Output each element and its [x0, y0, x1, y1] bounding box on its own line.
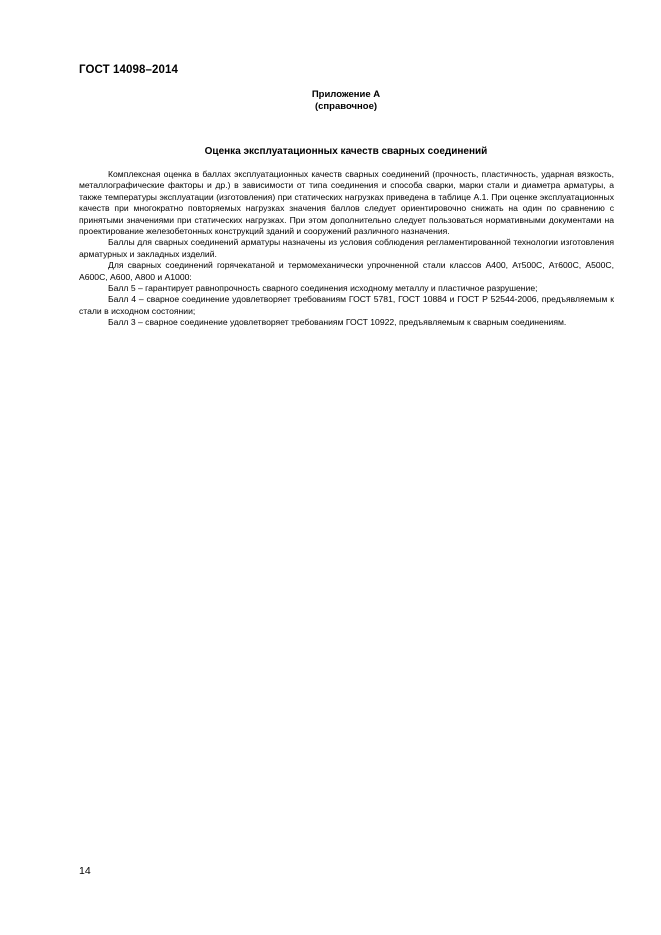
appendix-subtitle: (справочное) — [314, 101, 378, 112]
document-code-header: ГОСТ 14098–2014 — [79, 64, 179, 76]
section-title: Оценка эксплуатационных качеств сварных соединений — [204, 146, 488, 157]
paragraph-intro: Комплексная оценка в баллах эксплуатационных качеств сварных соединений (прочность, пластичность, ударная вязкость, металлографические факторы и др.) в зависимости от типа соединения и способа сварки, марки стали и диаметра арматуры, а также температуры эксплуатации (изготовления) при статических нагрузках приведена в таблице А.1. При оценке эксплуатационных качеств при многократно повторяемых нагрузках значения баллов следует ориентировочно снижать на один по сравнению с принятыми значениями при статических нагрузках. При этом дополнительно следует пользоваться нормативными документами на проектирование железобетонных конструкций зданий и сооружений различного назначения. — [79, 169, 614, 237]
paragraph-steel-classes: Для сварных соединений горячекатаной и термомеханически упрочненной стали классов А400, Ат500С, Ат600С, А500С, А600С, А600, А800 и А1000: — [79, 260, 614, 282]
paragraph-score-3: Балл 3 – сварное соединение удовлетворяет требованиям ГОСТ 10922, предъявляемым к сварным соединениям. — [108, 317, 567, 328]
paragraph-scores-basis: Баллы для сварных соединений арматуры назначены из условия соблюдения регламентированной технологии изготовления арматурных и закладных изделий. — [79, 237, 614, 259]
appendix-title: Приложение А — [311, 89, 381, 100]
appendix-heading — [300, 89, 392, 113]
page-number: 14 — [79, 865, 91, 877]
paragraph-score-5: Балл 5 – гарантирует равнопрочность сварного соединения исходному металлу и пластичное разрушение; — [108, 283, 538, 294]
body-text — [79, 169, 614, 329]
paragraph-score-4: Балл 4 – сварное соединение удовлетворяет требованиям ГОСТ 5781, ГОСТ 10884 и ГОСТ Р 52544-2006, предъявляемым к стали в исходном состоянии; — [79, 294, 614, 316]
